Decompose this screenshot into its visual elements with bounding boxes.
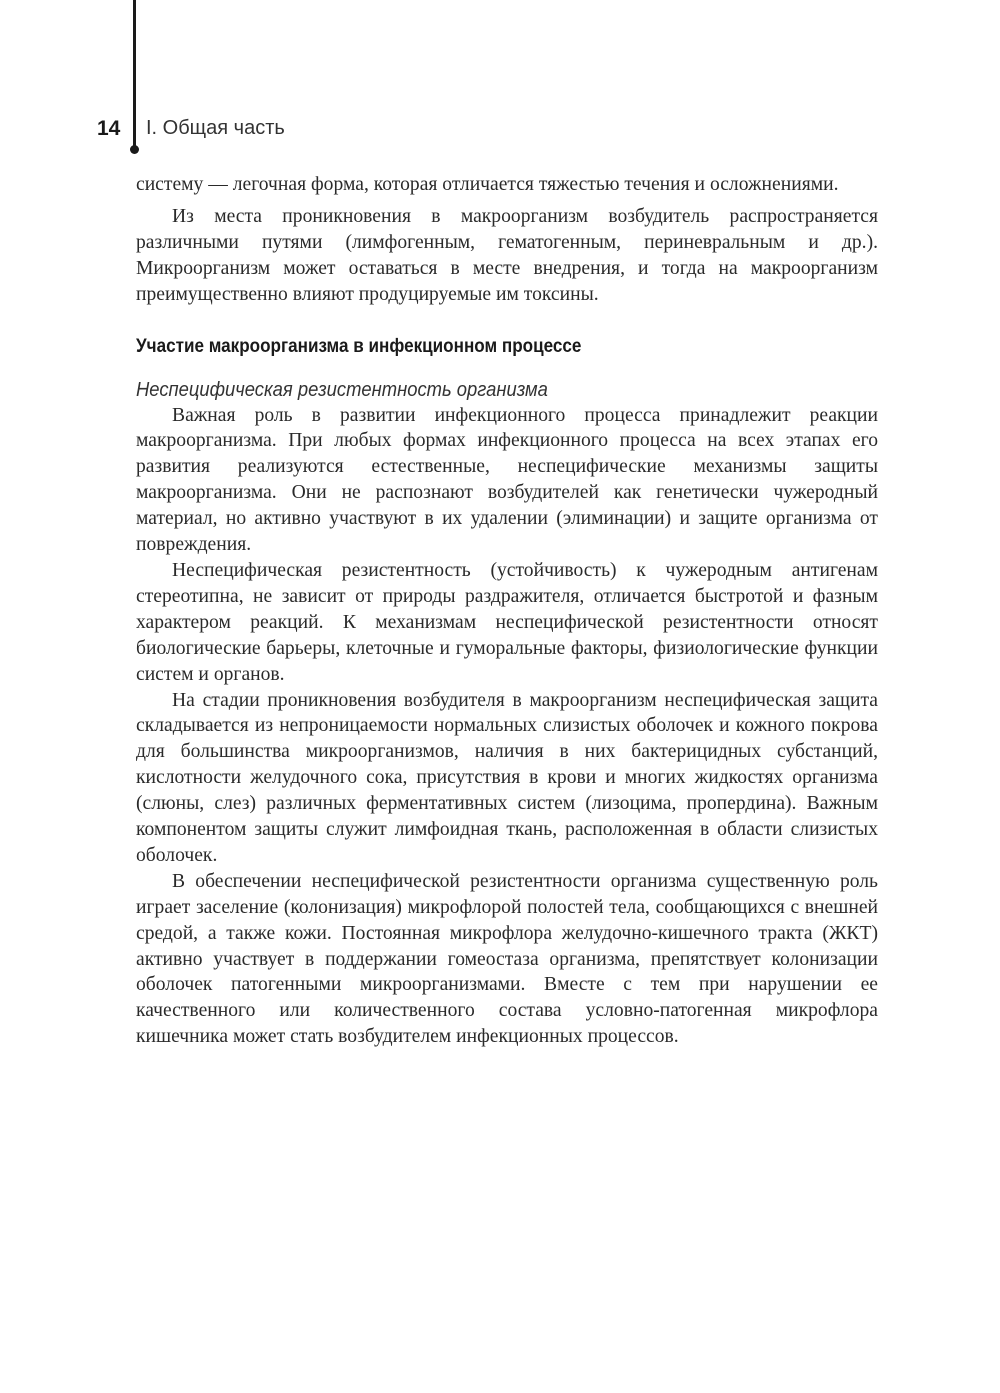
paragraph: На стадии проникновения возбудителя в макроорганизм неспецифическая защита складывается из непроницаемости нормальных слизистых оболочек и кожного покрова для большинства микроорганизмов, наличия в них бактерицидных субстанций, кислотности желудочного сока, присутствия в крови и многих жидкостях организма (слюны, слез) различных ферментативных систем (лизоцима, пропердина). Важным компонентом защиты служит лимфоидная ткань, расположенная в области слизистых оболочек. [136,689,878,866]
paragraph-continued: систему — легочная форма, которая отличается тяжестью течения и осложнениями. [136,174,839,195]
margin-rule [133,0,136,150]
paragraph: В обеспечении неспецифической резистентности организма существенную роль играет заселение (колонизация) микрофлорой полостей тела, сообщающихся с внешней средой, а также кожи. Постоянная микрофлора желудочно-кишечного тракта (ЖКТ) активно участвует в поддержании гомеостаза организма, препятствует колонизации оболочек патогенными микроорганизмами. Вместе с тем при нарушении ее качественного или количественного состава условно-патогенная микрофлора кишечника может стать возбудителем инфекционных процессов. [136,870,878,1048]
paragraph: Важная роль в развитии инфекционного процесса принадлежит реакции макроорганизма. При любых формах инфекционного процесса на всех этапах его развития реализуются естественные, неспецифические механизмы защиты макроорганизма. Они не распознают возбудителей как генетически чужеродный материал, но активно участвуют в их удалении (элиминации) и защите организма от повреждения. [136,404,878,556]
section-heading: Участие макроорганизма в инфекционном процессе [136,335,582,357]
page-body [136,172,878,1050]
paragraph: Из места проникновения в макроорганизм возбудитель распространяется различными путями (лимфогенным, гематогенным, периневрaльным и др.). Микроорганизм может оставаться в месте внедрения, и тогда на макроорганизм преимущественно влияют продуцируемые им токсины. [136,205,878,305]
margin-rule-dot [130,145,139,154]
page-number: 14 [97,117,121,140]
paragraph: Неспецифическая резистентность (устойчивость) к чужеродным антигенам стереотипна, не зависит от природы раздражителя, отличается быстротой и фазным характером реакций. К механизмам неспецифической резистентности относят биологические барьеры, клеточные и гуморальные факторы, физиологические функции систем и органов. [136,559,878,685]
subsection-heading: Неспецифическая резистентность организма [136,378,548,401]
running-head: I. Общая часть [146,117,285,139]
